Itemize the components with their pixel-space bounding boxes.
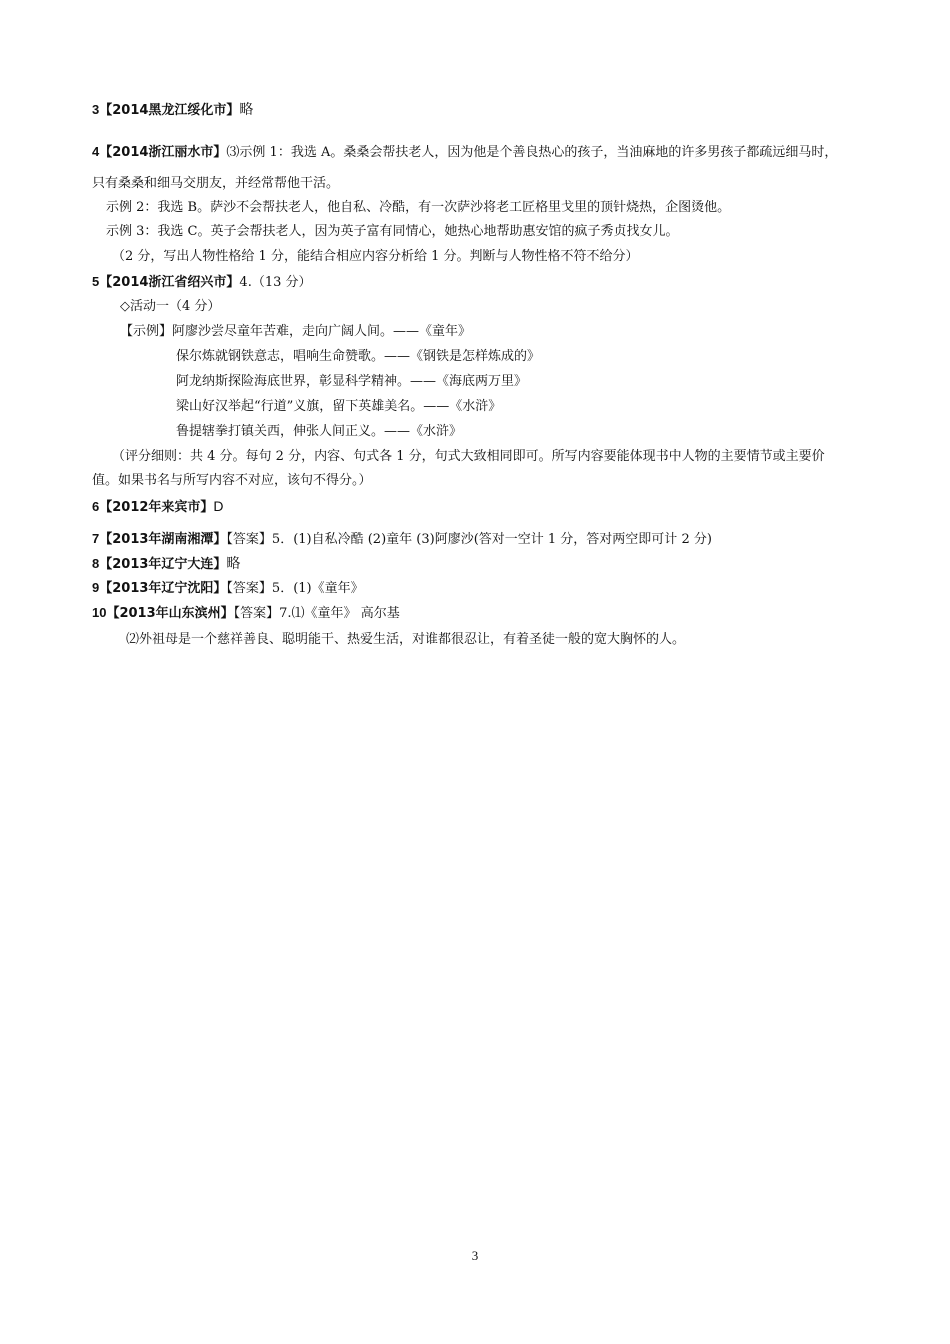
item-answer: 略: [239, 102, 254, 118]
item-source: 【2013年辽宁沈阳】: [99, 581, 227, 596]
item-answer: 【答案】5．(1)《童年》: [226, 581, 364, 596]
answer-item-3: [92, 101, 253, 120]
item-source: 【2012年来宾市】: [99, 500, 214, 515]
answer-item-7: [92, 530, 712, 549]
item-number: 6: [92, 499, 100, 514]
example-line: 【示例】阿廖沙尝尽童年苦难，走向广阔人间。——《童年》: [120, 324, 472, 339]
item-number: 4: [92, 144, 100, 159]
answer-line: 只有桑桑和细马交朋友，并经常帮他干活。: [92, 176, 340, 191]
item-number: 9: [92, 580, 100, 595]
item-number: 8: [92, 556, 100, 571]
item-source: 【2013年湖南湘潭】: [99, 532, 227, 547]
item-answer: 4.（13 分）: [239, 275, 312, 290]
answer-item-9: [92, 579, 364, 598]
answer-item-5: [92, 273, 312, 292]
answer-item-10: [92, 604, 400, 623]
answer-line: 示例 2：我选 B。萨沙不会帮扶老人，他自私、冷酷，有一次萨沙将老工匠格里戈里的顶针烧热，企图烫他。: [106, 200, 731, 215]
scoring-note: （评分细则：共 4 分。每句 2 分，内容、句式各 1 分，句式大致相同即可。所写内容要能体现书中人物的主要情节或主要价: [112, 449, 825, 464]
example-line: 保尔炼就钢铁意志，唱响生命赞歌。——《钢铁是怎样炼成的》: [176, 349, 541, 364]
answer-line: 示例 3：我选 C。英子会帮扶老人，因为英子富有同情心，她热心地帮助惠安馆的疯子秀贞找女儿。: [106, 224, 679, 239]
item-answer: ⑶示例 1：我选 A。桑桑会帮扶老人，因为他是个善良热心的孩子，当油麻地的许多男孩子都疏远细马时，: [226, 145, 838, 160]
item-number: 7: [92, 531, 100, 546]
item-number: 5: [92, 274, 100, 289]
page-number: 3: [471, 1248, 479, 1263]
activity-heading: ◇活动一（4 分）: [120, 299, 221, 314]
example-line: 梁山好汉举起“行道”义旗，留下英雄美名。——《水浒》: [176, 399, 502, 414]
item-source: 【2014浙江丽水市】: [99, 145, 227, 160]
scoring-note: （2 分，写出人物性格给 1 分，能结合相应内容分析给 1 分。判断与人物性格不符不给分）: [112, 249, 639, 264]
scoring-note: 值。如果书名与所写内容不对应，该句不得分。）: [92, 473, 372, 488]
answer-item-6: [92, 497, 224, 517]
example-line: 鲁提辖拳打镇关西，伸张人间正义。——《水浒》: [176, 424, 463, 439]
item-source: 【2014黑龙江绥化市】: [99, 103, 240, 118]
answer-line: ⑵外祖母是一个慈祥善良、聪明能干、热爱生活，对谁都很忍让，有着圣徒一般的宽大胸怀的人。: [126, 632, 686, 647]
item-answer: 略: [226, 556, 241, 572]
item-number: 10: [92, 605, 107, 620]
item-source: 【2014浙江省绍兴市】: [99, 275, 240, 290]
answer-item-4: [92, 143, 837, 162]
item-number: 3: [92, 102, 100, 117]
item-answer: D: [213, 498, 224, 514]
item-answer: 【答案】7.⑴《童年》 高尔基: [233, 606, 400, 621]
item-source: 【2013年山东滨州】: [106, 606, 234, 621]
example-line: 阿龙纳斯探险海底世界，彰显科学精神。——《海底两万里》: [176, 374, 528, 389]
item-answer: 【答案】5．(1)自私冷酷 (2)童年 (3)阿廖沙(答对一空计 1 分，答对两空即可计 2 分): [226, 532, 712, 547]
item-source: 【2013年辽宁大连】: [99, 557, 227, 572]
answer-item-8: [92, 555, 240, 574]
